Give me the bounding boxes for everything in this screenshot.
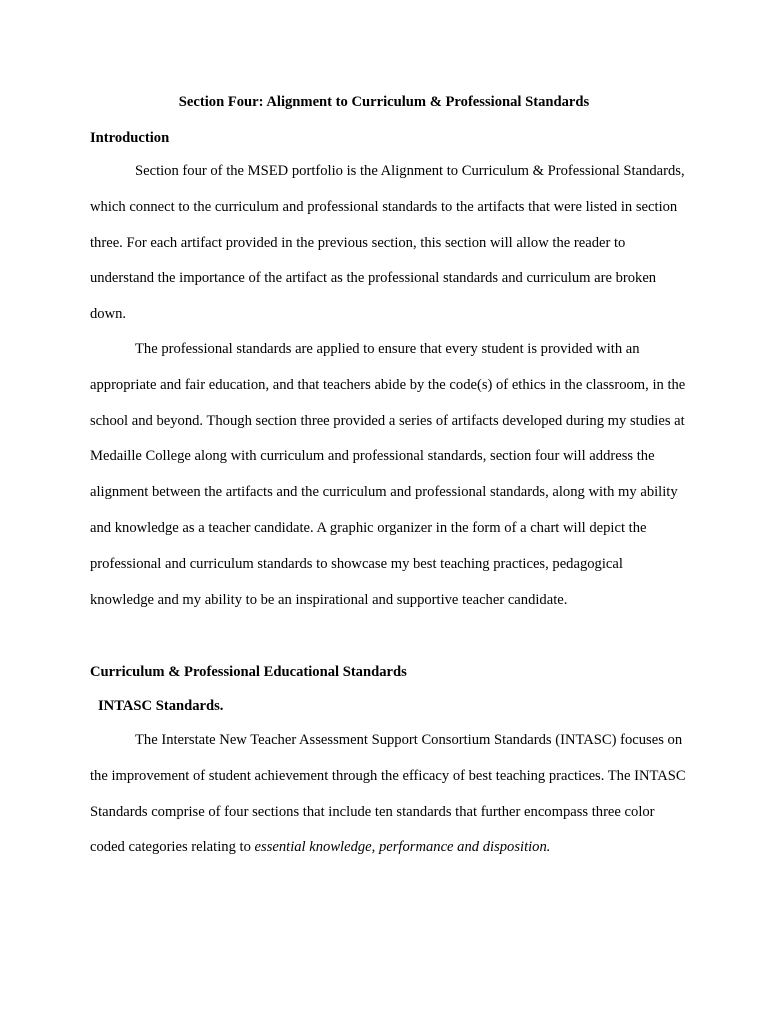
intasc-paragraph-italic: essential knowledge, performance and disposition.	[254, 839, 551, 856]
intasc-heading: INTASC Standards.	[98, 698, 224, 714]
intasc-paragraph-text: The Interstate New Teacher Assessment Support Consortium Standards (INTASC) focuses on the improvement of student achievement through the efficacy of best teaching practices. The INTASC Standards comprise of four sections that include ten standards that further encompass three color coded categories relating to	[90, 732, 686, 856]
standards-heading: Curriculum & Professional Educational Standards	[90, 664, 407, 680]
intasc-paragraph	[90, 723, 690, 866]
page-title: Section Four: Alignment to Curriculum & Professional Standards	[178, 94, 590, 110]
intro-paragraph-2: The professional standards are applied to ensure that every student is provided with an appropriate and fair education, and that teachers abide by the code(s) of ethics in the classroom, in the school and beyond. Though section three provided a series of artifacts developed during my studies at Medaille College along with curriculum and professional standards, section four will address the alignment between the artifacts and the curriculum and professional standards, along with my ability and knowledge as a teacher candidate. A graphic organizer in the form of a chart will depict the professional and curriculum standards to showcase my best teaching practices, pedagogical knowledge and my ability to be an inspirational and supportive teacher candidate.	[90, 341, 686, 608]
introduction-heading: Introduction	[90, 130, 170, 146]
intro-paragraph-1: Section four of the MSED portfolio is the Alignment to Curriculum & Professional Standards, which connect to the curriculum and professional standards to the artifacts that were listed in section three. For each artifact provided in the previous section, this section will allow the reader to understand the importance of the artifact as the professional standards and curriculum are broken down.	[90, 163, 685, 323]
